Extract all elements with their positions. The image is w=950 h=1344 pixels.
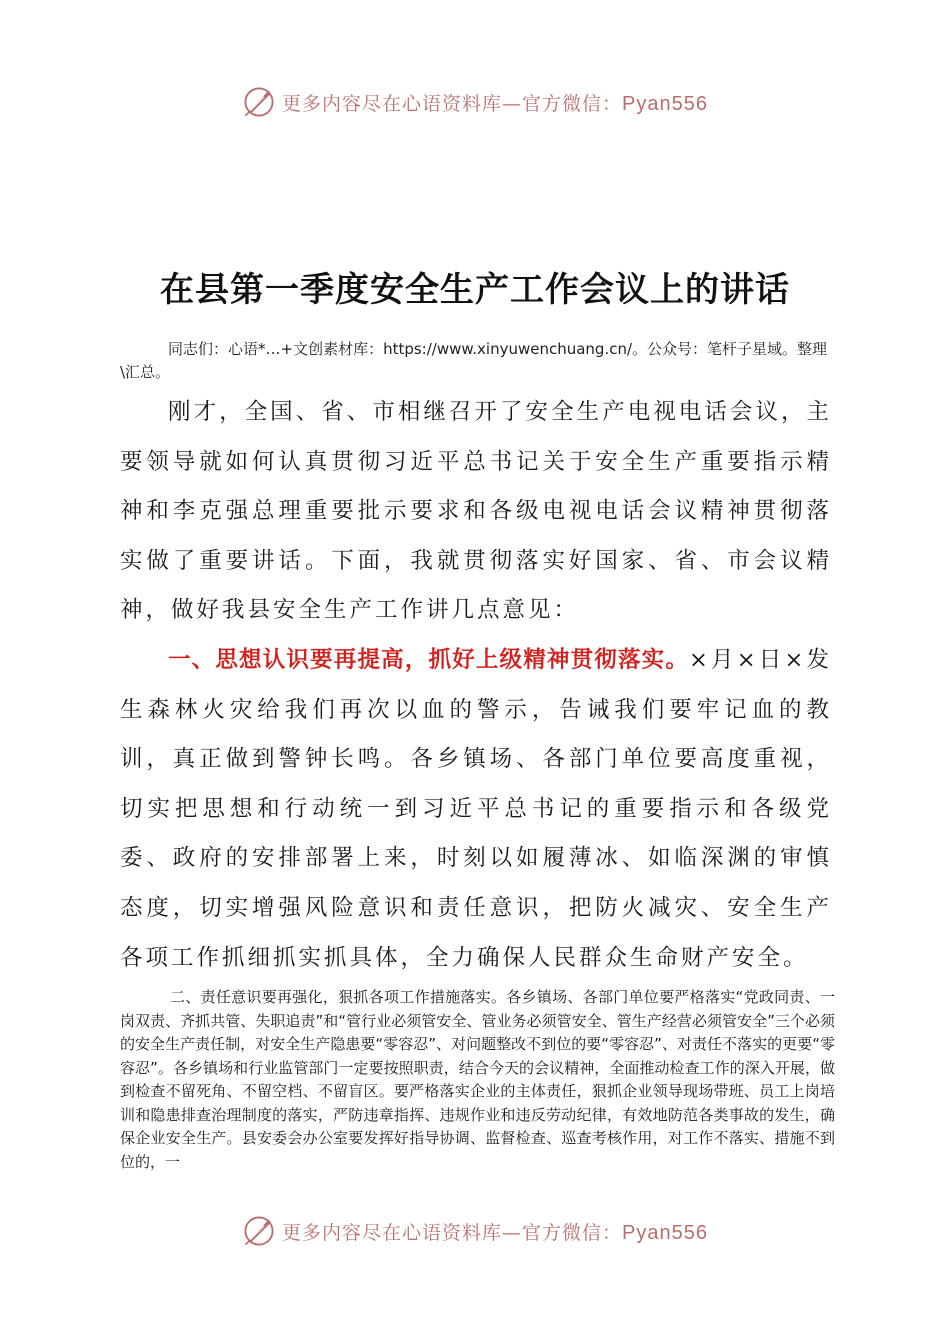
watermark-text: 更多内容尽在心语资料库—官方微信：Pyan556 — [282, 92, 708, 115]
watermark-banner-bottom — [0, 1211, 950, 1251]
paragraph-section-2: 二、责任意识要再强化，狠抓各项工作措施落实。各乡镇场、各部门单位要严格落实“党政同责、一岗双责、齐抓共管、失职追责”和“管行业必须管安全、管业务必须管安全、管生产经营必须管安全”三个必须的安全生产责任制，对安全生产隐患要“零容忍”、对问题整改不到位的要“零容忍”、对责任不落实的更要“零容忍”。各乡镇场和行业监管部门一定要按照职责，结合今天的会议精神，全面推动检查工作的深入开展，做到检查不留死角、不留空档、不留盲区。要严格落实企业的主体责任，狠抓企业领导现场带班、员工上岗培训和隐患排查治理制度的落实，严防违章指挥、违规作业和违反劳动纪律，有效地防范各类事故的发生，确保企业安全生产。县安委会办公室要发挥好指导协调、监督检查、巡查考核作用，对工作不落实、措施不到位的，一 — [120, 988, 835, 1171]
watermark-wechat-id: Pyan556 — [622, 92, 708, 115]
watermark-wechat-id: Pyan556 — [622, 1221, 708, 1244]
quill-pen-logo-icon — [242, 85, 276, 119]
section-1-body: ×月×日×发生森林火灾给我们再次以血的警示，告诫我们要牢记血的教训，真正做到警钟长鸣。各乡镇场、各部门单位要高度重视，切实把思想和行动统一到习近平总书记的重要指示和各级党委、政府的安排部署上来，时刻以如履薄冰、如临深渊的审慎态度，切实增强风险意识和责任意识，把防火减灾、安全生产各项工作抓细抓实抓具体，全力确保人民群众生命财产安全。 — [120, 647, 832, 971]
quill-pen-logo-icon — [242, 1214, 276, 1248]
document-title: 在县第一季度安全生产工作会议上的讲话 — [160, 270, 790, 310]
section-1-heading: 一、思想认识要再提高，抓好上级精神贯彻落实。 — [168, 647, 690, 673]
watermark-text: 更多内容尽在心语资料库—官方微信：Pyan556 — [282, 1221, 708, 1244]
paragraph-intro: 刚才，全国、省、市相继召开了安全生产电视电话会议，主要领导就如何认真贯彻习近平总书记关于安全生产重要指示精神和李克强总理重要批示要求和各级电视电话会议精神贯彻落实做了重要讲话。下面，我就贯彻落实好国家、省、市会议精神，做好我县安全生产工作讲几点意见： — [120, 399, 832, 624]
paragraph-section-1 — [120, 636, 832, 983]
watermark-banner-top — [0, 82, 950, 122]
source-note: 同志们：心语*…+文创素材库：https://www.xinyuwenchuang.cn/。公众号：笔杆子星域。整理\汇总。 — [120, 340, 828, 381]
